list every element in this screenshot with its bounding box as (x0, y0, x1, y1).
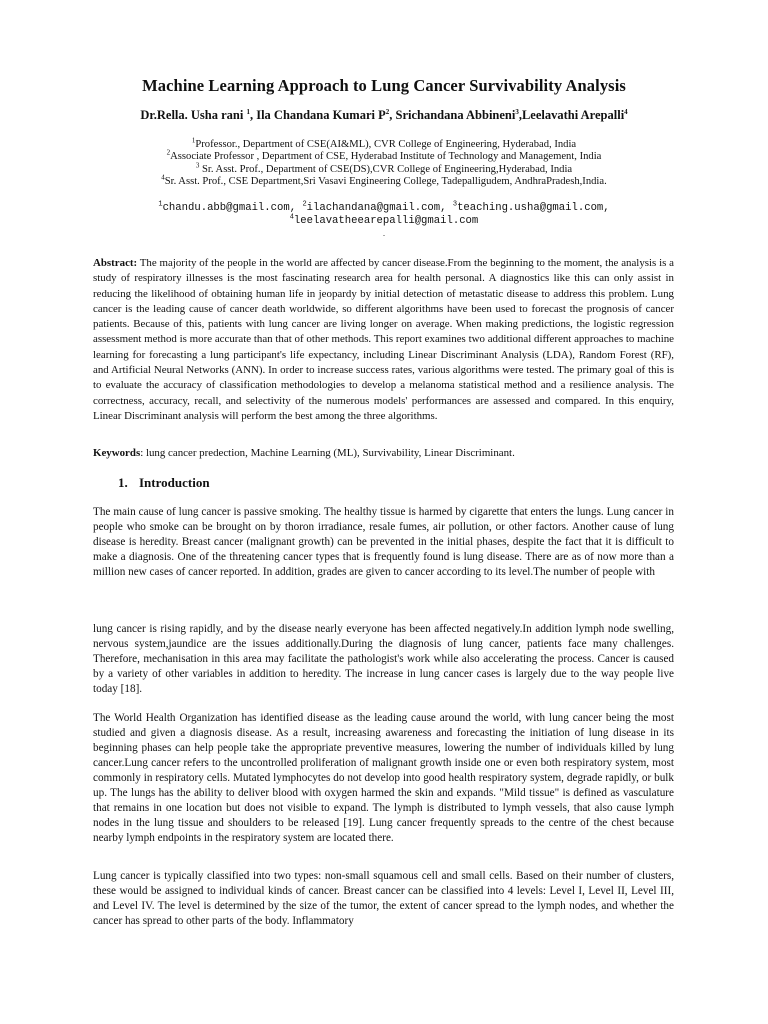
author-2: Ila Chandana Kumari $P^2$, (256, 107, 396, 122)
section-heading (118, 475, 210, 491)
affiliation-3: $^3$ Sr. Asst. Prof., Department of CSE(DS),CVR College of Engineering,Hyderabad, India (195, 161, 573, 175)
section-title: Introduction (139, 475, 210, 490)
affiliation-1: $^1$Professor., Department of CSE(AI&ML), CVR College of Engineering, Hyderabad, India (191, 136, 577, 150)
body-paragraph: The World Health Organization has identified disease as the leading cause around the world, with lung cancer being the most studied and given a diagnosis disease. As a result, increasing awareness and forecasting the initiation of lung disease in its beginning phases can help people take the appropriate preventive measures, lowering the number of individuals killed by lung cancer.Lung cancer refers to the uncontrolled proliferation of malignant growth inside one or even both respiratory system, most commonly in respiratory cells. Mutated lymphocytes do not develop into good health respiratory system, degrade rapidly, or bulk up. The lungs has the ability to deliver blood with oxygen harmed the skin and expands. "Mild tissue" is defined as vasculature that remains in one location but does not visible to expand. The lymph is distributed to lymph vessels, that also cause lymph nodes in the lung tissue and shoulders to be released [19]. Lung cancer frequently spreads to the centre of the chest because nearby lymph endpoints in the respiratory system are located there. (93, 712, 674, 844)
keywords (93, 446, 674, 461)
paper-title: Machine Learning Approach to Lung Cancer Survivability Analysis (142, 76, 626, 95)
affiliations (0, 136, 768, 189)
email-line-2: $^4$leelavatheearepalli@gmail.com (289, 213, 479, 227)
keywords-text: : lung cancer predection, Machine Learning (ML), Survivability, Linear Discriminant. (140, 447, 515, 459)
abstract-text: The majority of the people in the world are affected by cancer disease.From the beginning to the moment, the analysis is a study of respiratory illnesses is the most fascinating research area for health personal. A diagnostics like this can only assist in reducing the likelihood of obtaining human life in jeopardy by initial detection of metastatic disease to address this problem. Lung cancer is the leading cause of cancer death worldwide, so different algorithms have been used to forecast the prognosis of cancer patients. Because of this, patients with lung cancer are living longer on average. When making predictions, the logistic regression assessment method is more accurate than that of other methods. This report examines two additional different approaches to machine learning for forecasting a lung participant's life expectancy, including Linear Discriminant Analysis (LDA), Random Forest (RF), and Artificial Neural Networks (ANN). In order to increase success rates, various algorithms were tested. The primary goal of this is to evaluate the accuracy of classification methodologies to develop a melanoma statistical method and a resilience analysis. The correctness, accuracy, recall, and selectivity of the numerous models' performances are assessed and compared. In this enquiry, Linear Discriminant analysis will perform the best among the three algorithms. (93, 257, 674, 422)
author-1: Dr.Rella. Usha rani $^1$, (140, 107, 257, 122)
separator-dot: . (383, 229, 385, 238)
email-3: teaching.usha@gmail.com, (457, 202, 610, 214)
body-paragraph: Lung cancer is typically classified into two types: non-small squamous cell and small cells. Based on their number of clusters, these would be assigned to individual kinds of cancer. Breast cancer can be classified into 4 levels: Level I, Level II, Level III, and Level IV. The level is determined by the size of the tumor, the extent of cancer spread to the lymph nodes, and whether the cancer has spread to other parts of the body. Inflammatory (93, 870, 674, 927)
author-emails (0, 202, 768, 228)
author-list (0, 108, 768, 123)
email-2: ilachandana@gmail.com, (306, 202, 453, 214)
email-line-1: $^1$chandu.abb@gmail.com, $^2$ilachandana@gmail.com, $^3$teaching.usha@gmail.com, (158, 200, 610, 214)
affiliation-2: $^2$Associate Professor , Department of CSE, Hyderabad Institute of Technology and Management, India (166, 148, 602, 163)
abstract-label: Abstract: (93, 257, 138, 269)
author-3: Srichandana Abbineni$^3$, (395, 107, 522, 122)
body-paragraph: The main cause of lung cancer is passive smoking. The healthy tissue is harmed by cigarette that enters the lungs. Lung cancer in people who smoke can be brought on by thoron irradiance, resale fumes, air pollution, or other factors. Another cause of lung disease is heredity. Breast cancer (malignant growth) can be prevented in the initial phases, despite the fact that it is difficult to make a diagnosis. One of the threatening cancer types that is frequently found is lung disease. There are as of now more than a million new cases of cancer reported. In addition, grades are given to cancer according to its level.The number of people with (93, 506, 674, 578)
email-4: leelavatheearepalli@gmail.com (293, 215, 479, 227)
abstract (93, 256, 674, 424)
body-paragraph: lung cancer is rising rapidly, and by the disease nearly everyone has been affected negatively.In addition lymph node swelling, nervous system,jaundice are the issues additionally.During the diagnosis of lung cancer, patients face many challenges. Therefore, mechanisation in this area may facilitate the pathologist's work while also accelerating the process. Cancer is caused by a variety of other variables in addition to heredity. The increase in lung cancer cases is largely due to the way people live today [18]. (93, 623, 674, 695)
email-1: chandu.abb@gmail.com, (162, 202, 303, 214)
section-number: 1. (118, 475, 128, 490)
author-4: Leelavathi Arepalli$^4$ (521, 107, 628, 122)
keywords-label: Keywords (93, 447, 141, 459)
affiliation-4: $^4$Sr. Asst. Prof., CSE Department,Sri Vasavi Engineering College, Tadepalligudem, AndhraPradesh,India. (161, 173, 607, 188)
